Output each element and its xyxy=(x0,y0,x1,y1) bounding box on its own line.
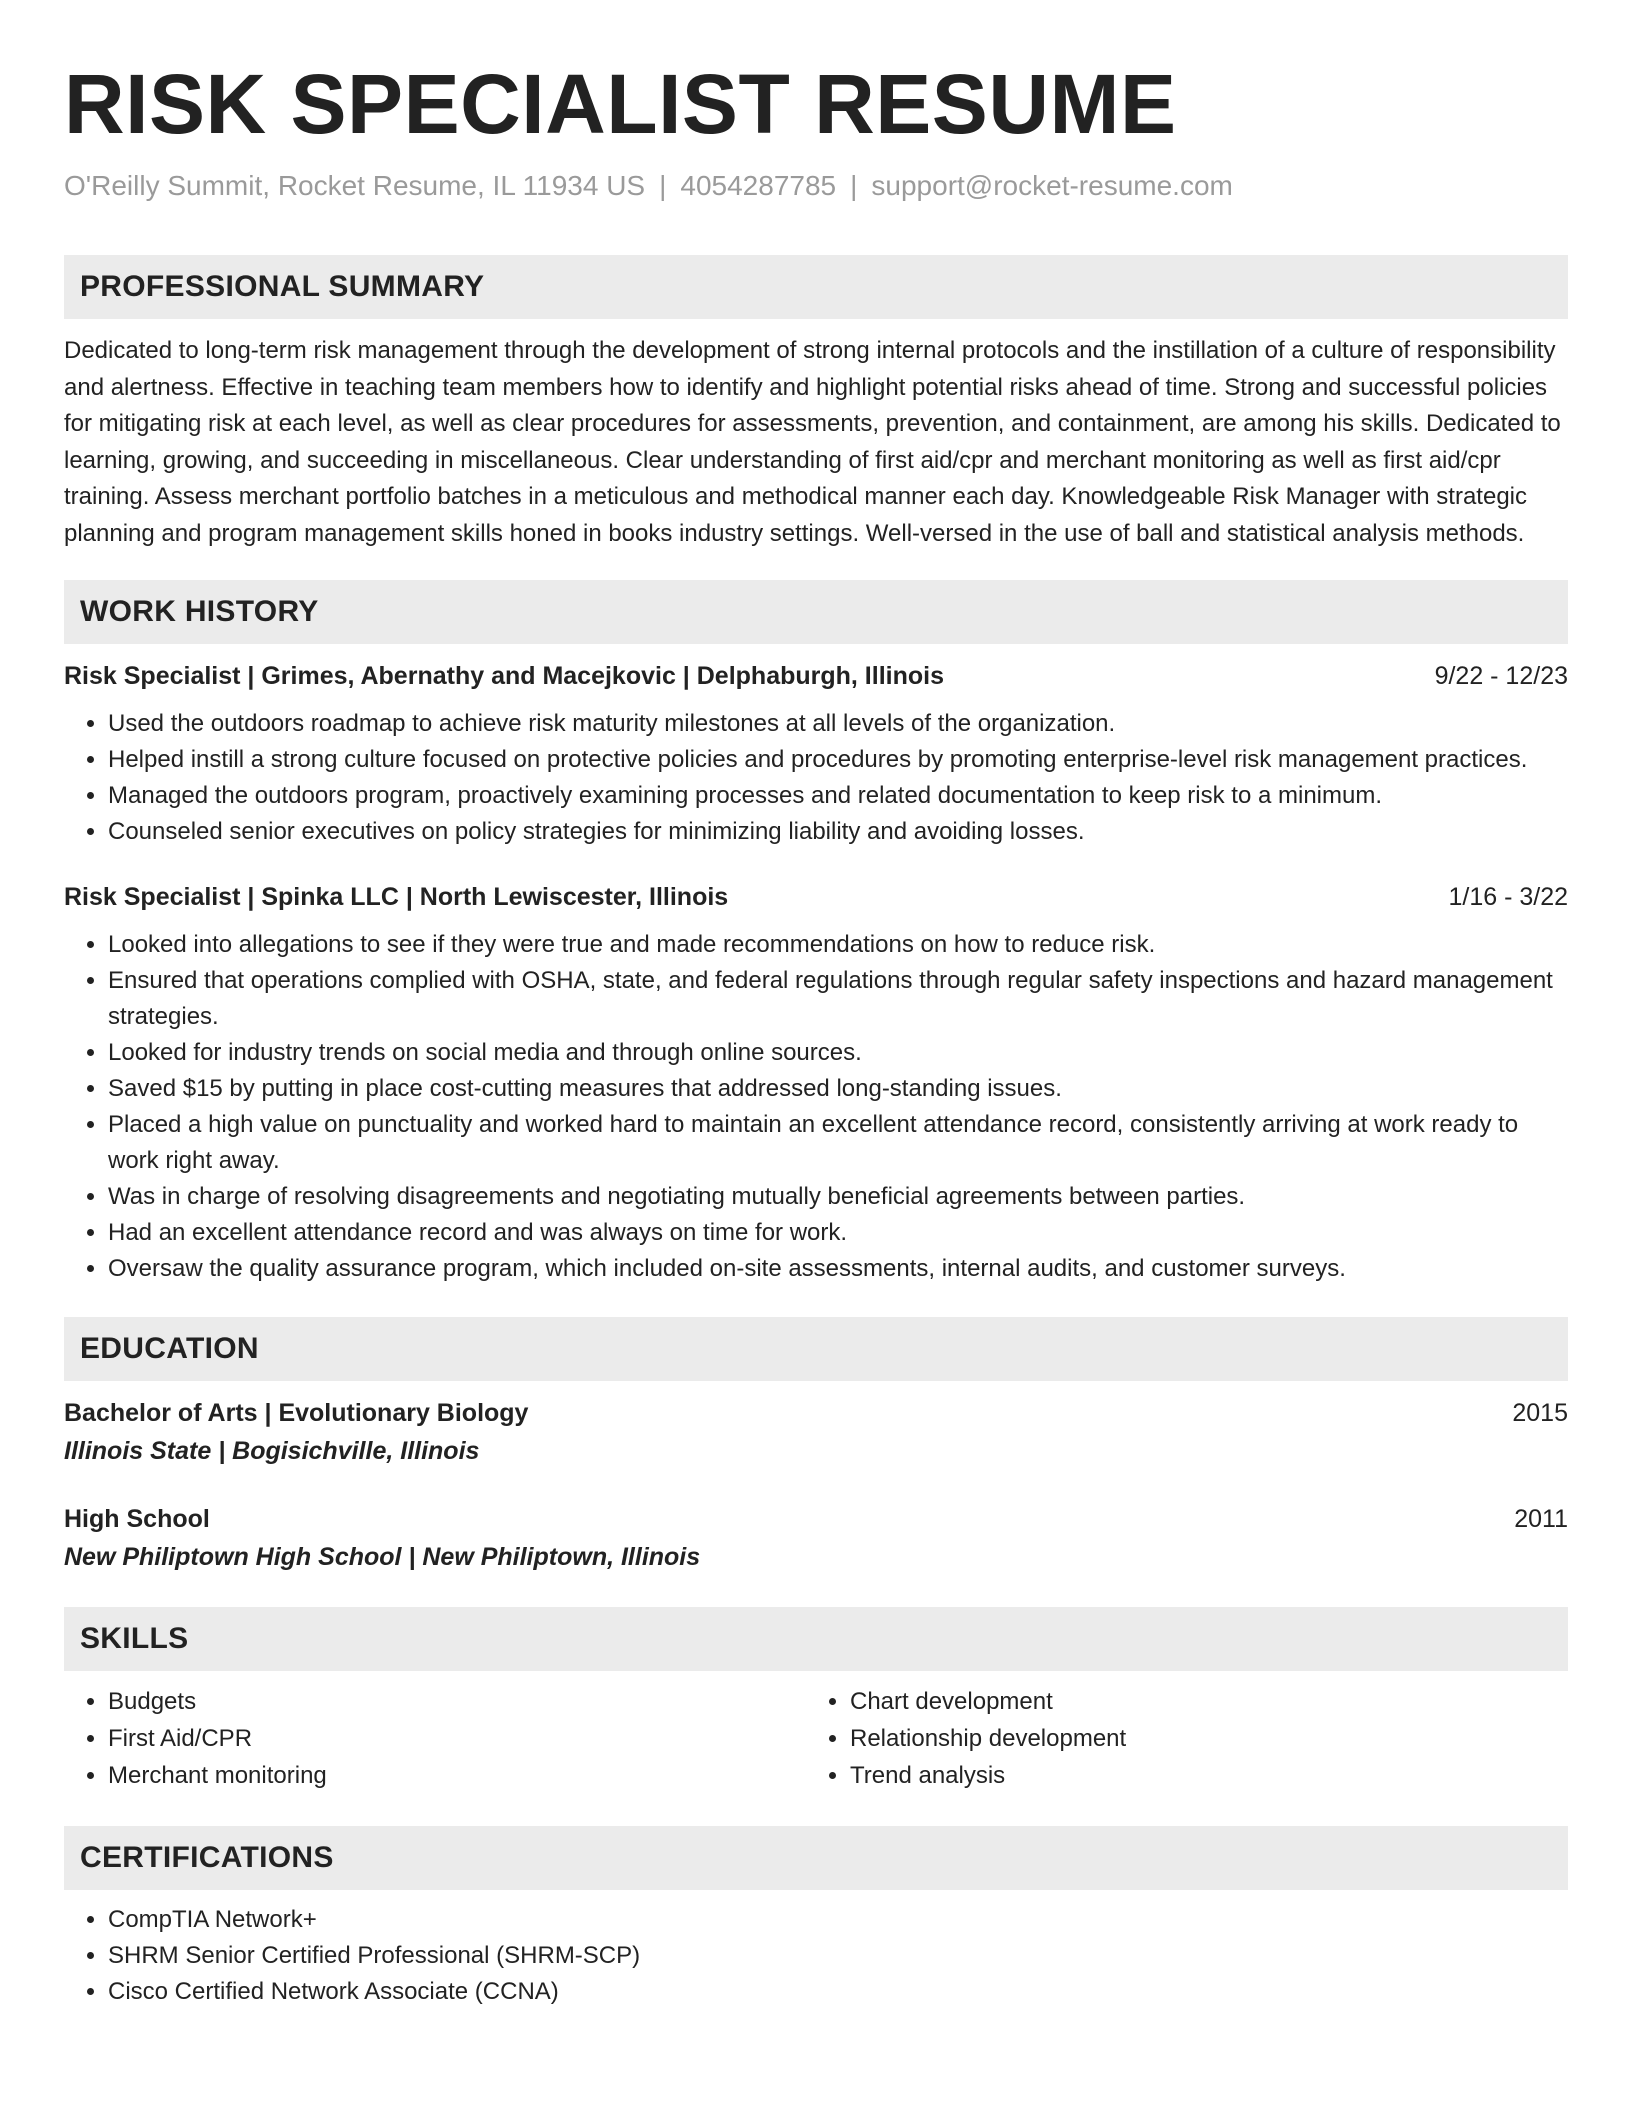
contact-line xyxy=(64,168,1568,204)
education-entry xyxy=(64,1395,1568,1471)
contact-separator: | xyxy=(659,170,667,201)
education-degree: Bachelor of Arts | Evolutionary Biology xyxy=(64,1399,529,1427)
job-dates: 1/16 - 3/22 xyxy=(1448,883,1568,911)
contact-separator: | xyxy=(850,170,858,201)
job-bullet: • Was in charge of resolving disagreements and negotiating mutually beneficial agreements between parties. xyxy=(108,1179,1568,1215)
skill-item: • Relationship development xyxy=(850,1720,1548,1757)
skills-grid xyxy=(64,1683,1568,1794)
job-bullet: • Had an excellent attendance record and was always on time for work. xyxy=(108,1215,1568,1251)
education-school: New Philiptown High School | New Philiptown, Illinois xyxy=(64,1543,701,1571)
job-bullet-list xyxy=(64,927,1568,1287)
education-year: 2015 xyxy=(1512,1399,1568,1427)
section-header-summary: PROFESSIONAL SUMMARY xyxy=(64,255,1568,319)
job-header xyxy=(64,879,1568,915)
education-header xyxy=(64,1501,1568,1537)
education-entry xyxy=(64,1501,1568,1577)
job-bullet: • Ensured that operations complied with OSHA, state, and federal regulations through regular safety inspections and hazard management strategies. xyxy=(108,963,1568,1035)
section-header-skills: SKILLS xyxy=(64,1607,1568,1671)
job-bullet: • Saved $15 by putting in place cost-cutting measures that addressed long-standing issues. xyxy=(108,1071,1568,1107)
contact-phone: 4054287785 xyxy=(680,170,837,201)
education-header xyxy=(64,1395,1568,1431)
job-bullet: • Helped instill a strong culture focused on protective policies and procedures by promoting enterprise-level risk management practices. xyxy=(108,742,1568,778)
section-header-education: EDUCATION xyxy=(64,1317,1568,1381)
job-title: Risk Specialist | Grimes, Abernathy and Macejkovic | Delphaburgh, Illinois xyxy=(64,662,944,690)
contact-email: support@rocket-resume.com xyxy=(871,170,1233,201)
contact-address: O'Reilly Summit, Rocket Resume, IL 11934 US xyxy=(64,170,646,201)
skill-item: • Budgets xyxy=(108,1683,806,1720)
job-entry xyxy=(64,879,1568,1287)
job-title: Risk Specialist | Spinka LLC | North Lewiscester, Illinois xyxy=(64,883,729,911)
job-dates: 9/22 - 12/23 xyxy=(1434,662,1568,690)
skills-column-left xyxy=(64,1683,806,1794)
certification-item: • Cisco Certified Network Associate (CCNA) xyxy=(108,1974,1568,2010)
job-bullet: • Looked into allegations to see if they were true and made recommendations on how to reduce risk. xyxy=(108,927,1568,963)
job-bullet: • Looked for industry trends on social media and through online sources. xyxy=(108,1035,1568,1071)
job-entry xyxy=(64,658,1568,850)
skills-column-right xyxy=(806,1683,1548,1794)
skill-item: • Merchant monitoring xyxy=(108,1757,806,1794)
section-header-work-history: WORK HISTORY xyxy=(64,580,1568,644)
certification-item: • SHRM Senior Certified Professional (SHRM-SCP) xyxy=(108,1938,1568,1974)
education-school: Illinois State | Bogisichville, Illinois xyxy=(64,1437,480,1465)
certifications-list xyxy=(64,1902,1568,2010)
job-bullet: • Oversaw the quality assurance program, which included on-site assessments, internal audits, and customer surveys. xyxy=(108,1251,1568,1287)
skill-item: • Chart development xyxy=(850,1683,1548,1720)
section-header-certifications: CERTIFICATIONS xyxy=(64,1826,1568,1890)
skill-item: • Trend analysis xyxy=(850,1757,1548,1794)
summary-text: Dedicated to long-term risk management through the development of strong internal protocols and the instillation of a culture of responsibility and alertness. Effective in teaching team members how to identify and highlight potential risks ahead of time. Strong and successful policies for mitigating risk at each level, as well as clear procedures for assessments, prevention, and containment, are among his skills. Dedicated to learning, growing, and succeeding in miscellaneous. Clear understanding of first aid/cpr and merchant monitoring as well as first aid/cpr training. Assess merchant portfolio batches in a meticulous and methodical manner each day. Knowledgeable Risk Manager with strategic planning and program management skills honed in books industry settings. Well-versed in the use of ball and statistical analysis methods. xyxy=(64,337,1561,547)
education-year: 2011 xyxy=(1514,1505,1568,1533)
resume-title: RISK SPECIALIST RESUME xyxy=(64,57,1177,151)
resume-page xyxy=(64,0,1568,2010)
job-bullet: • Counseled senior executives on policy strategies for minimizing liability and avoiding losses. xyxy=(108,814,1568,850)
job-bullet: • Managed the outdoors program, proactively examining processes and related documentation to keep risk to a minimum. xyxy=(108,778,1568,814)
job-bullet: • Used the outdoors roadmap to achieve risk maturity milestones at all levels of the organization. xyxy=(108,706,1568,742)
skill-item: • First Aid/CPR xyxy=(108,1720,806,1757)
job-bullet-list xyxy=(64,706,1568,850)
education-degree: High School xyxy=(64,1505,210,1533)
job-header xyxy=(64,658,1568,694)
job-bullet: • Placed a high value on punctuality and worked hard to maintain an excellent attendance record, consistently arriving at work ready to work right away. xyxy=(108,1107,1568,1179)
certification-item: • CompTIA Network+ xyxy=(108,1902,1568,1938)
